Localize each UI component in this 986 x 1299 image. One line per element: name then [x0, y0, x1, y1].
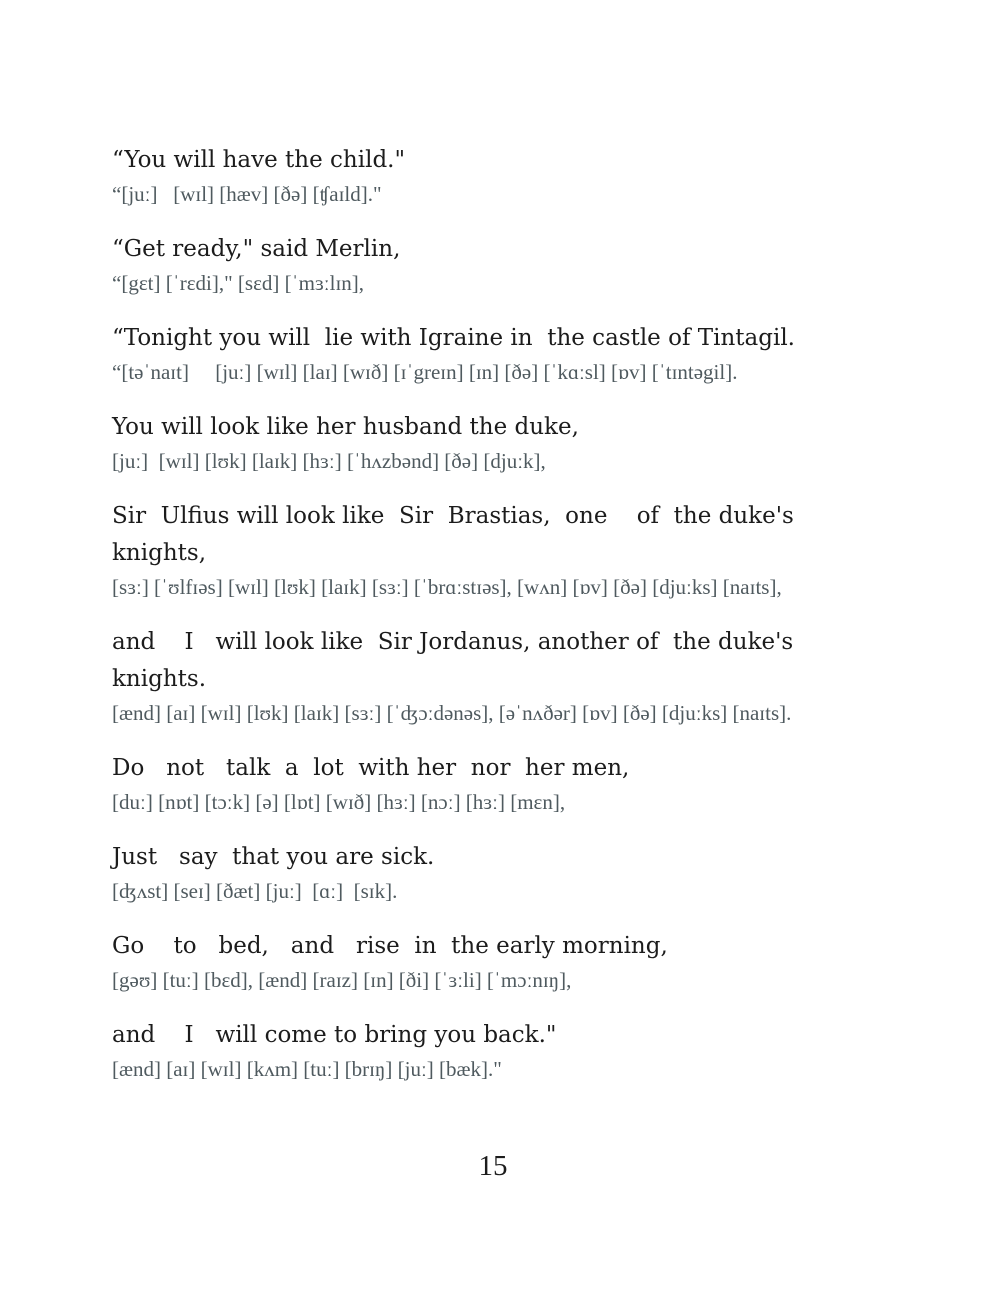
ipa-transcription: “[juː] [wɪl] [hæv] [ðə] [ʧaɪld]." [112, 182, 382, 206]
english-line: “Get ready," said Merlin, [112, 236, 401, 262]
english-line: “Tonight you will lie with Igraine in the castle of Tintagil. [112, 325, 795, 351]
line-pair [112, 1017, 832, 1084]
line-pair [112, 624, 832, 728]
ipa-transcription: [sɜː] [ˈʊlfɪəs] [wɪl] [lʊk] [laɪk] [sɜː] [ˈbrɑːstɪəs], [wʌn] [ɒv] [ðə] [djuːks] [naɪts], [112, 575, 782, 599]
english-line: “You will have the child." [112, 147, 406, 173]
ipa-transcription: [ænd] [aɪ] [wɪl] [lʊk] [laɪk] [sɜː] [ˈʤɔːdənəs], [əˈnʌðər] [ɒv] [ðə] [djuːks] [naɪts]. [112, 701, 792, 725]
line-pair [112, 928, 832, 995]
ipa-transcription: “[gɛt] [ˈrɛdi]," [sɛd] [ˈmɜːlɪn], [112, 271, 365, 295]
ipa-transcription: [ænd] [aɪ] [wɪl] [kʌm] [tuː] [brɪŋ] [juː] [bæk]." [112, 1057, 502, 1081]
english-line: and I will come to bring you back." [112, 1022, 557, 1048]
line-pair [112, 839, 832, 906]
line-pair [112, 142, 832, 209]
ipa-transcription: “[təˈnaɪt] [juː] [wɪl] [laɪ] [wɪð] [ɪˈgreɪn] [ɪn] [ðə] [ˈkɑːsl] [ɒv] [ˈtɪntəgil]. [112, 360, 738, 384]
ipa-transcription: [juː] [wɪl] [lʊk] [laɪk] [hɜː] [ˈhʌzbənd] [ðə] [djuːk], [112, 449, 546, 473]
english-line: and I will look like Sir Jordanus, another of the duke's knights. [112, 629, 801, 692]
english-line: Just say that you are sick. [112, 844, 435, 870]
line-pair [112, 320, 832, 387]
english-line: Sir Ulfius will look like Sir Brastias, one of the duke's knights, [112, 503, 802, 566]
line-pair [112, 498, 832, 602]
ipa-transcription: [gəʊ] [tuː] [bɛd], [ænd] [raɪz] [ɪn] [ði] [ˈɜːli] [ˈmɔːnɪŋ], [112, 968, 572, 992]
line-pair [112, 750, 832, 817]
line-pair [112, 409, 832, 476]
ipa-transcription: [ʤʌst] [seɪ] [ðæt] [juː] [ɑː] [sɪk]. [112, 879, 398, 903]
page-number: 15 [478, 1150, 508, 1182]
page-content [112, 142, 832, 1106]
english-line: Go to bed, and rise in the early morning, [112, 933, 668, 959]
ipa-transcription: [duː] [nɒt] [tɔːk] [ə] [lɒt] [wɪð] [hɜː] [nɔː] [hɜː] [mɛn], [112, 790, 566, 814]
english-line: Do not talk a lot with her nor her men, [112, 755, 630, 781]
line-pair [112, 231, 832, 298]
english-line: You will look like her husband the duke, [112, 414, 579, 440]
